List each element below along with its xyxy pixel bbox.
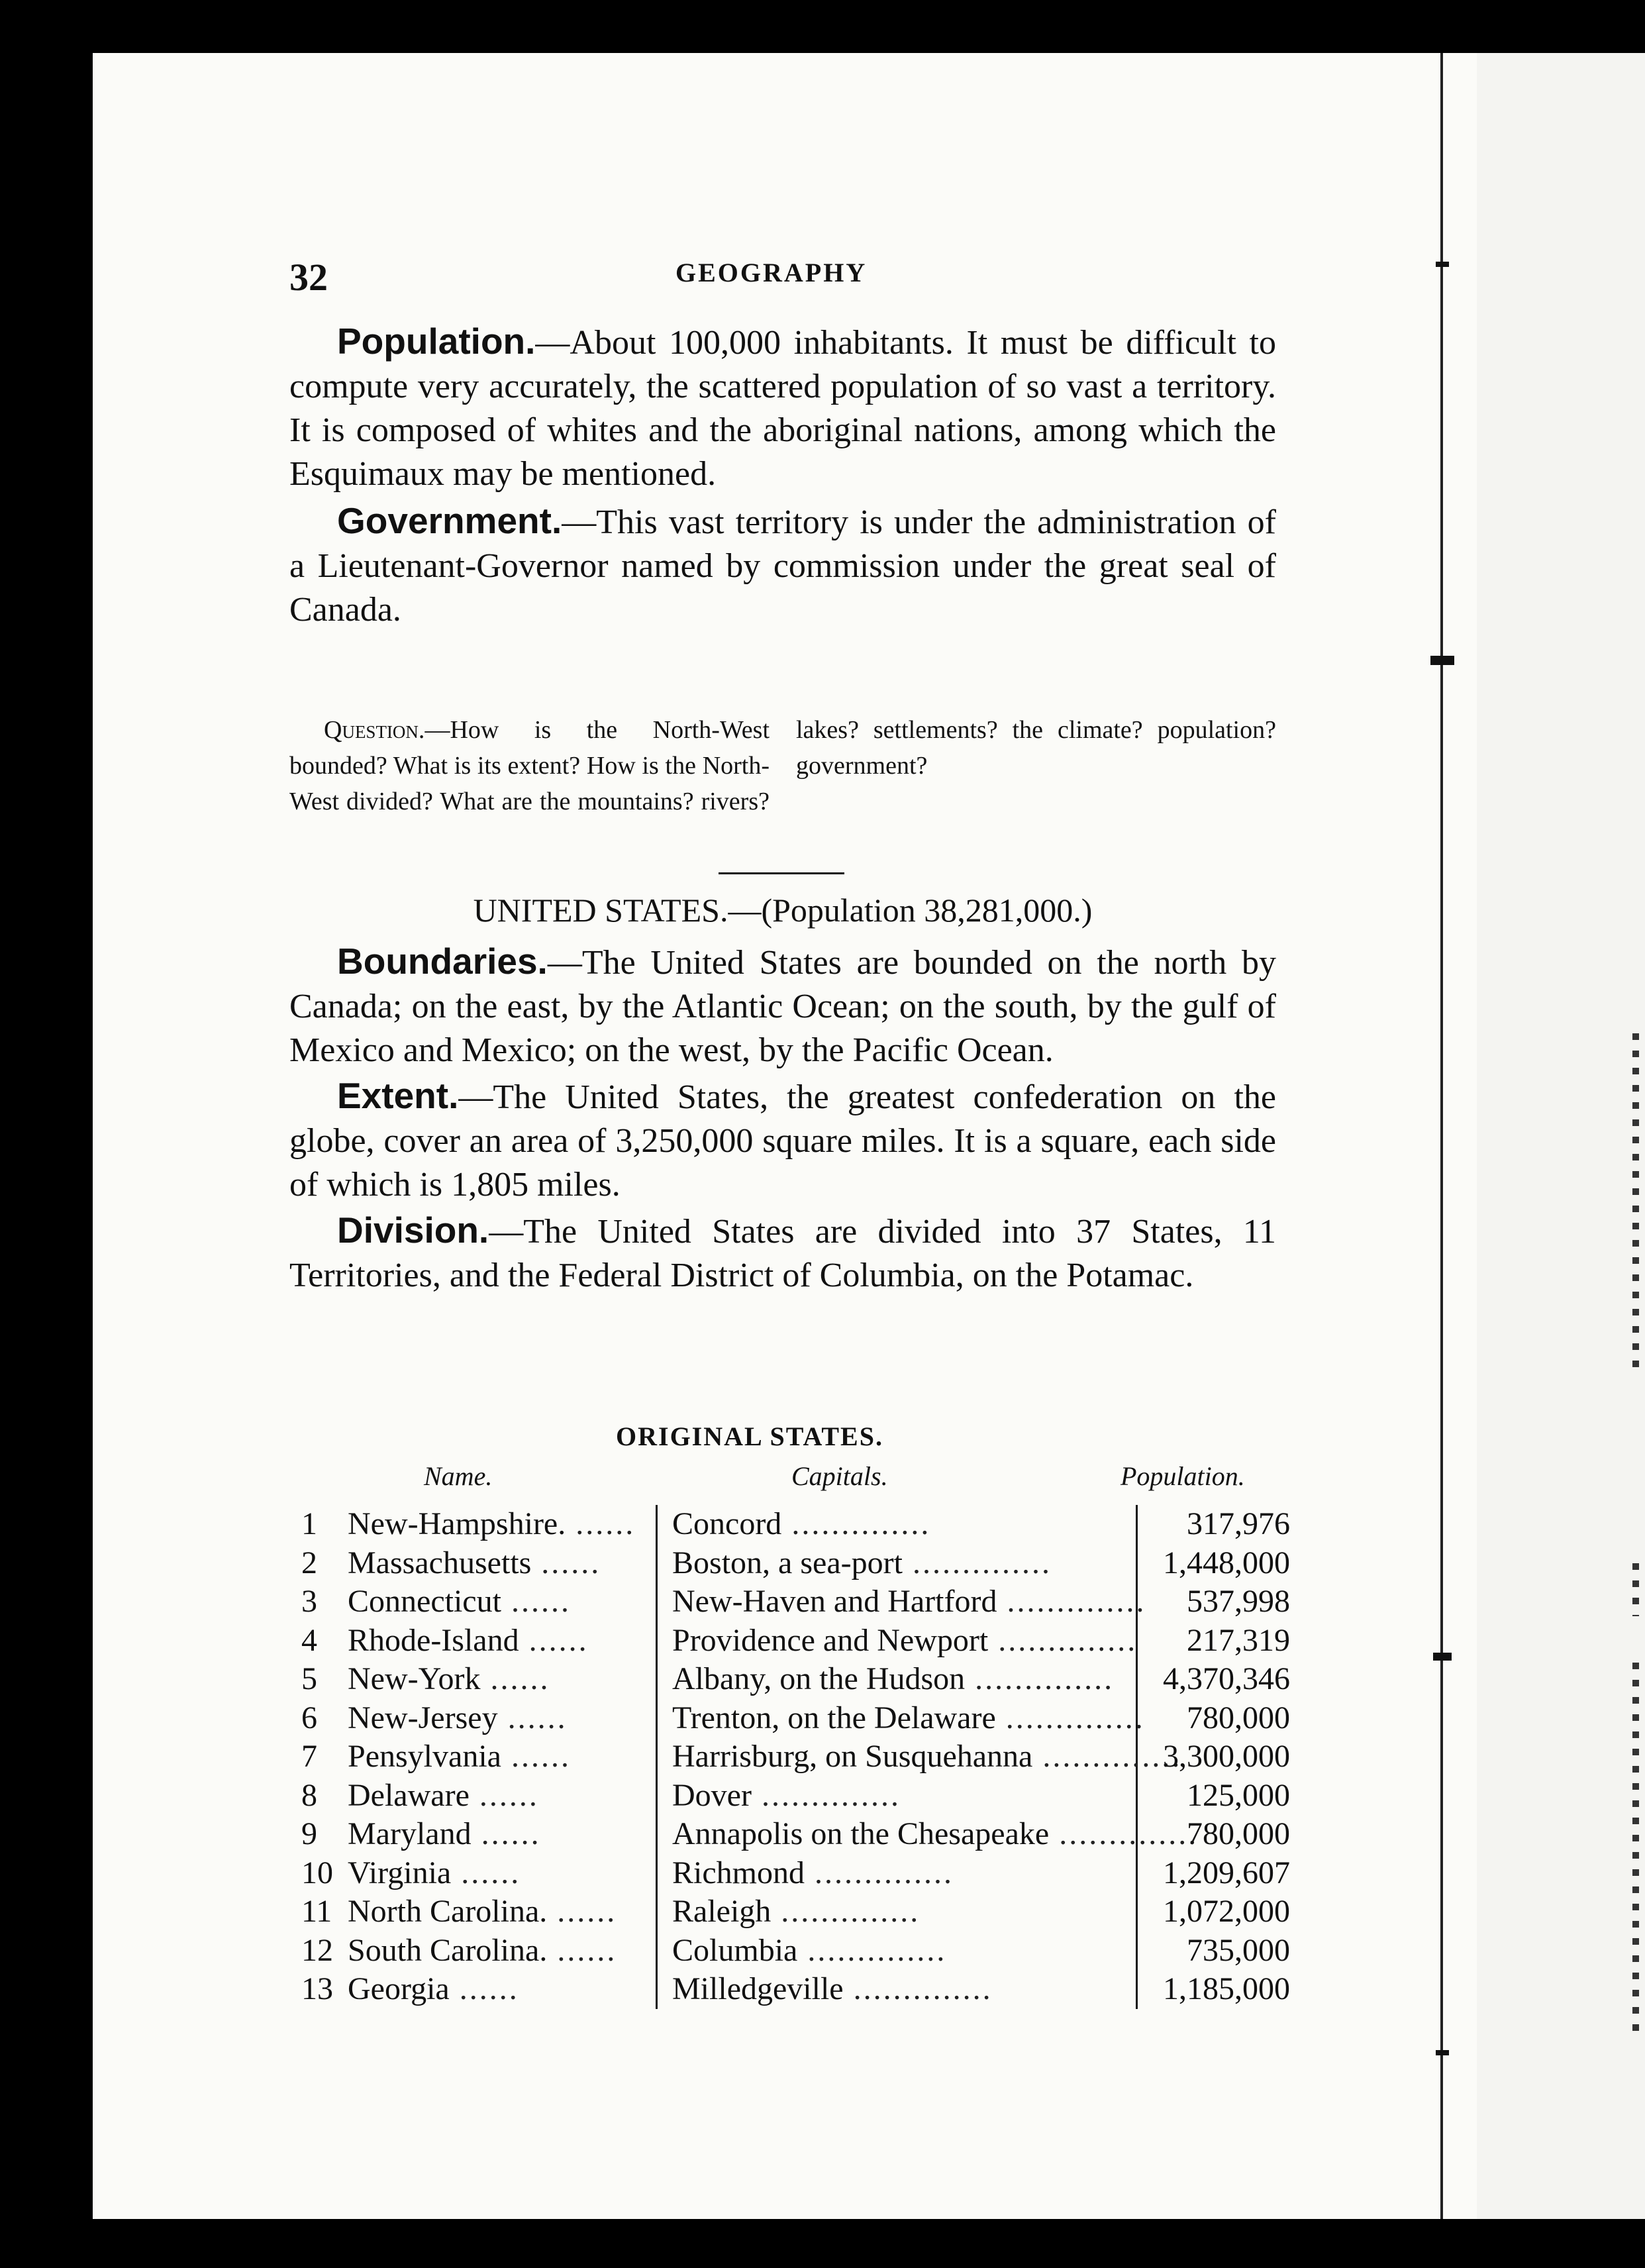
page-gutter — [1440, 53, 1443, 2219]
table-row — [301, 1622, 1290, 1661]
state-name: Delaware ...... — [348, 1777, 657, 1816]
table-row — [301, 1777, 1290, 1816]
state-population: 317,976 — [1187, 1506, 1290, 1541]
original-states-table — [301, 1505, 1290, 2009]
page-number: 32 — [289, 256, 328, 299]
capitals-column-header: Capitals. — [791, 1461, 888, 1491]
state-name: New-Jersey ...... — [348, 1699, 657, 1738]
boundaries-label: Boundaries. — [337, 941, 548, 982]
boundaries-paragraph — [289, 939, 1276, 1072]
running-title: GEOGRAPHY — [675, 258, 868, 287]
state-capital: Columbia .............. — [657, 1932, 1137, 1971]
state-name: Pensylvania ...... — [348, 1737, 657, 1777]
state-capital: Boston, a sea-port .............. — [657, 1544, 1137, 1583]
question-block — [289, 712, 1276, 819]
state-number: 10 — [301, 1855, 333, 1890]
state-population: 1,072,000 — [1163, 1894, 1290, 1929]
state-population: 4,370,346 — [1163, 1661, 1290, 1696]
state-number: 8 — [301, 1777, 317, 1813]
state-name: Rhode-Island ...... — [348, 1622, 657, 1661]
state-number: 11 — [301, 1894, 332, 1929]
state-capital: Concord .............. — [657, 1505, 1137, 1544]
table-row — [301, 1699, 1290, 1738]
dot-leader: .............. — [965, 1661, 1115, 1696]
table-row — [301, 1544, 1290, 1583]
state-number: 3 — [301, 1584, 317, 1619]
dot-leader: .............. — [781, 1506, 931, 1541]
dot-leader: ...... — [497, 1700, 568, 1735]
name-column-header: Name. — [424, 1461, 493, 1491]
state-number: 4 — [301, 1622, 317, 1658]
state-capital: Annapolis on the Chesapeake .............. — [657, 1815, 1137, 1854]
government-text: —This vast territory is under the administration of a Lieutenant-Governor named by commission under the great seal of Canada. — [289, 503, 1276, 629]
state-number: 1 — [301, 1506, 317, 1541]
state-name: New-York ...... — [348, 1660, 657, 1699]
table-row — [301, 1582, 1290, 1622]
dot-leader: .............. — [805, 1855, 954, 1890]
table-row — [301, 1892, 1290, 1932]
state-capital: Dover .............. — [657, 1777, 1137, 1816]
state-population: 735,000 — [1187, 1932, 1290, 1968]
dot-leader: ...... — [451, 1855, 521, 1890]
binding-mark — [1436, 262, 1449, 267]
state-name: Massachusetts ...... — [348, 1544, 657, 1583]
state-number: 12 — [301, 1932, 333, 1968]
dot-leader: .............. — [995, 1700, 1145, 1735]
facing-page-text-fragment — [1632, 1563, 1639, 1616]
state-capital: Albany, on the Hudson .............. — [657, 1660, 1137, 1699]
dot-leader: .............. — [1049, 1816, 1199, 1851]
state-capital: Harrisburg, on Susquehanna .............. — [657, 1737, 1137, 1777]
state-capital: New-Haven and Hartford .............. — [657, 1582, 1137, 1622]
state-capital: Milledgeville .............. — [657, 1970, 1137, 2009]
state-population: 1,448,000 — [1163, 1545, 1290, 1580]
government-label: Government. — [337, 500, 562, 541]
state-name: Virginia ...... — [348, 1854, 657, 1893]
extent-paragraph — [289, 1074, 1276, 1207]
extent-text: —The United States, the greatest confederation on the globe, cover an area of 3,250,000 square miles. It is a square, each side of which is 1,805 miles. — [289, 1078, 1276, 1204]
facing-page-edge — [1477, 53, 1645, 2219]
united-states-section — [289, 939, 1276, 1298]
state-population: 1,185,000 — [1163, 1971, 1290, 2006]
dot-leader: ...... — [480, 1661, 550, 1696]
facing-page-text-fragment — [1632, 1033, 1639, 1378]
dot-leader: .............. — [797, 1932, 947, 1968]
table-row — [301, 1660, 1290, 1699]
state-number: 13 — [301, 1971, 333, 2006]
state-name: North Carolina. ...... — [348, 1892, 657, 1932]
state-population: 125,000 — [1187, 1777, 1290, 1813]
state-number: 9 — [301, 1816, 317, 1851]
question-label: Question. — [324, 716, 425, 744]
state-population: 780,000 — [1187, 1816, 1290, 1851]
dot-leader: .............. — [902, 1545, 1052, 1580]
dot-leader: ...... — [566, 1506, 636, 1541]
dot-leader: ...... — [501, 1739, 571, 1774]
state-population: 3,300,000 — [1163, 1739, 1290, 1774]
state-capital: Providence and Newport .............. — [657, 1622, 1137, 1661]
government-paragraph — [289, 499, 1276, 632]
division-text: —The United States are divided into 37 States, 11 Territories, and the Federal District of Columbia, on the Potamac. — [289, 1213, 1276, 1294]
state-name: Connecticut ...... — [348, 1582, 657, 1622]
state-capital: Raleigh .............. — [657, 1892, 1137, 1932]
dot-leader: .............. — [997, 1584, 1146, 1619]
dot-leader: ...... — [547, 1894, 617, 1929]
dot-leader: .............. — [988, 1622, 1138, 1658]
state-number: 6 — [301, 1700, 317, 1735]
population-column-header: Population. — [1121, 1461, 1245, 1491]
population-section — [289, 319, 1276, 632]
question-text: —How is the North-West bounded? What is its extent? How is the North-West divided? What are the mountains? rivers? lakes? settlements? the climate? population? government? — [289, 716, 1276, 815]
binding-mark — [1430, 656, 1454, 665]
dot-leader: ...... — [519, 1622, 589, 1658]
boundaries-text: —The United States are bounded on the north by Canada; on the east, by the Atlantic Ocean; on the south, by the gulf of Mexico and Mexico; on the west, by the Pacific Ocean. — [289, 944, 1276, 1069]
state-number: 7 — [301, 1739, 317, 1774]
facing-page-text-fragment — [1632, 1663, 1639, 2034]
dot-leader: .............. — [751, 1777, 901, 1813]
binding-mark — [1433, 1653, 1452, 1661]
original-states-title: ORIGINAL STATES. — [616, 1421, 883, 1451]
table-row — [301, 1505, 1290, 1544]
binding-mark — [1436, 2050, 1449, 2055]
state-capital: Trenton, on the Delaware .............. — [657, 1699, 1137, 1738]
dot-leader: .............. — [1032, 1739, 1182, 1774]
state-population: 217,319 — [1187, 1622, 1290, 1658]
population-label: Population. — [337, 321, 536, 362]
population-text: —About 100,000 inhabitants. It must be difficult to compute very accurately, the scattered population of so vast a territory. It is composed of whites and the aboriginal nations, among which the Esquimaux may be mentioned. — [289, 324, 1276, 493]
state-capital: Richmond .............. — [657, 1854, 1137, 1893]
population-paragraph — [289, 319, 1276, 496]
dot-leader: ...... — [471, 1816, 541, 1851]
state-number: 2 — [301, 1545, 317, 1580]
state-name: Maryland ...... — [348, 1815, 657, 1854]
dot-leader: ...... — [469, 1777, 539, 1813]
section-divider — [719, 872, 844, 874]
table-row — [301, 1932, 1290, 1971]
division-paragraph — [289, 1208, 1276, 1298]
state-name: South Carolina. ...... — [348, 1932, 657, 1971]
state-population: 537,998 — [1187, 1584, 1290, 1619]
state-population: 1,209,607 — [1163, 1855, 1290, 1890]
state-population: 780,000 — [1187, 1700, 1290, 1735]
united-states-heading: UNITED STATES.—(Population 38,281,000.) — [473, 892, 1093, 929]
state-number: 5 — [301, 1661, 317, 1696]
dot-leader: .............. — [771, 1894, 921, 1929]
extent-label: Extent. — [337, 1075, 459, 1116]
dot-leader: ...... — [531, 1545, 601, 1580]
state-name: New-Hampshire. ...... — [348, 1505, 657, 1544]
state-name: Georgia ...... — [348, 1970, 657, 2009]
table-row — [301, 1815, 1290, 1854]
table-row — [301, 1970, 1290, 2009]
dot-leader: ...... — [547, 1932, 617, 1968]
dot-leader: ...... — [449, 1971, 519, 2006]
division-label: Division. — [337, 1210, 489, 1251]
dot-leader: ...... — [501, 1584, 571, 1619]
table-row — [301, 1737, 1290, 1777]
dot-leader: .............. — [843, 1971, 993, 2006]
table-row — [301, 1854, 1290, 1893]
